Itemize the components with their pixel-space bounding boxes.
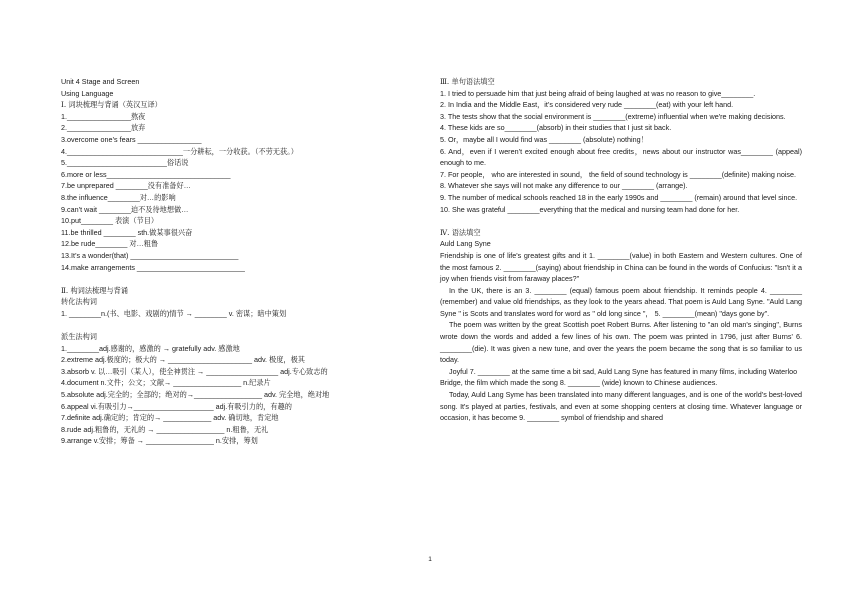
lesson-title: Using Language <box>61 88 114 98</box>
section-3-title: Ⅲ. 单句语法填空 <box>440 77 495 86</box>
grammar-item: 4. These kids are so________(absorb) in their studies that I just sit back. <box>440 123 672 133</box>
passage-paragraph: Today, Auld Lang Syme has been translated into many different languages, and is one of the world’s best-loved song. It's played at parties, festivals, and even at some shopping centers at closing time. Whatever language or occasion, it has become 9. ________ symbol of friendship and shared <box>440 390 802 423</box>
passage-paragraph: Friendship is one of life's greatest gifts and it 1. ________(value) in both Eastern and Western cultures. One of the most famous 2. ________(saying) about friendship in China can be found in the words of Confucius: "Isn't it a joy when friends visit from faraway places?" <box>440 250 802 284</box>
section-1-title: Ⅰ. 词块梳理与背诵（英汉互译） <box>61 100 162 110</box>
derivation-item: 3.absorb v. 以…吸引（某人），使全神贯注 → __________________ adj.专心致志的 <box>61 366 328 376</box>
conversion-title: 转化法构词 <box>61 297 97 307</box>
vocab-item: 2.________________放弃 <box>61 123 146 133</box>
right-column <box>440 76 802 424</box>
vocab-item: 14.make arrangements ___________________________ <box>61 262 245 272</box>
derivation-item: 2.extreme adj.极度的；极大的 → _____________________ adv. 极度，极其 <box>61 355 305 365</box>
grammar-item: 9. The number of medical schools reached 18 in the early 1990s and ________ (remain) around that level since. <box>440 192 798 202</box>
derivation-item: 7.definite adj.确定的；肯定的→ ____________ adv. 确切地，肯定地 <box>61 413 279 423</box>
section-1-items <box>61 111 391 273</box>
grammar-item: 7. For people， who are interested in sound， the field of sound technology is ________(definite) making noise. <box>440 169 797 179</box>
conversion-items <box>61 308 391 320</box>
grammar-item: 6. And，even if I weren’t excited enough about free credits，news about our instructor was________ (appeal) enough to me. <box>440 146 802 168</box>
derivation-title: 派生法构词 <box>61 332 97 342</box>
section-4-title: Ⅳ. 语法填空 <box>440 227 481 237</box>
passage-paragraph: The poem was written by the great Scottish poet Robert Burns. After listening to "an old man's singing", Burns wrote down the words and added a few lines of his own. The poem was printed in 1796, just after Burns' 6. ________(die). It was given a new tune, and over the years the poem became the song that is so familiar to us today. <box>440 320 802 365</box>
passage-paragraph: Joyful 7. ________ at the same time a bit sad, Auld Lang Syne has featured in many films, including Waterloo <box>449 366 798 376</box>
grammar-item: 1. I tried to persuade him that just being afraid of being laughed at was no reason to give________. <box>440 88 756 98</box>
vocab-item: 11.be thrilled ________ sth.做某事很兴奋 <box>61 227 193 237</box>
vocab-item: 3.overcome one’s fears ________________ <box>61 134 202 144</box>
derivation-item: 8.rude adj.粗鲁的，无礼的 → _________________ n.粗鲁，无礼 <box>61 424 269 434</box>
conversion-item: 1. ________n.(书、电影、戏剧的)情节 → ________ v. 密谋；暗中策划 <box>61 308 287 318</box>
passage <box>440 250 802 424</box>
derivation-item: 5.absolute adj.完全的；全部的；绝对的→_________________ adv. 完全地，绝对地 <box>61 390 330 400</box>
grammar-item: 3. The tests show that the social environment is ________(extreme) influential when we're making decisions. <box>440 111 786 121</box>
grammar-item: 8. Whatever she says will not make any difference to our ________ (arrange). <box>440 181 688 191</box>
left-column <box>61 76 391 447</box>
derivation-item: 9.arrange v.安排；筹备 → _________________ n.安排，筹划 <box>61 436 258 446</box>
vocab-item: 7.be unprepared ________没有准备好… <box>61 181 191 191</box>
section-3-items <box>440 88 802 216</box>
vocab-item: 4._____________________________一分耕耘，一分收获。（不劳无获。） <box>61 146 298 156</box>
grammar-item: 2. In India and the Middle East，it’s considered very rude ________(eat) with your left hand. <box>440 100 734 110</box>
grammar-item: 10. She was grateful ________everything that the medical and nursing team had done for her. <box>440 204 740 214</box>
vocab-item: 8.the influence________对…的影响 <box>61 192 176 202</box>
derivation-item: 1.________adj.感谢的，感激的 → gratefully adv. 感激地 <box>61 343 240 353</box>
section-2-title: Ⅱ. 构词法梳理与背诵 <box>61 285 128 295</box>
vocab-item: 6.more or less_______________________________ <box>61 169 231 179</box>
vocab-item: 12.be rude________ 对…粗鲁 <box>61 239 159 249</box>
passage-title: Auld Lang Syne <box>440 239 491 249</box>
vocab-item: 1.________________熬夜 <box>61 111 146 121</box>
derivation-items <box>61 343 391 447</box>
vocab-item: 10.put________ 表演（节目） <box>61 216 159 226</box>
vocab-item: 13.It’s a wonder(that) ___________________________ <box>61 250 239 260</box>
derivation-item: 6.appeal vi.有吸引力→____________________ adj.有吸引力的，有趣的 <box>61 401 292 411</box>
passage-paragraph: Bridge, the film which made the song 8. ________ (wide) known to Chinese audiences. <box>440 378 718 388</box>
unit-title: Unit 4 Stage and Screen <box>61 77 140 86</box>
vocab-item: 9.can’t wait ________迫不及待地想做… <box>61 204 189 214</box>
vocab-item: 5._________________________俗话说 <box>61 158 189 168</box>
derivation-item: 4.document n.文件；公文；文献→ _________________ n.纪录片 <box>61 378 271 388</box>
passage-paragraph: In the UK, there is an 3. ________ (equal) famous poem about friendship. It reminds people 4. ________ (remember) and value old friendships, as they look to the years ahead. That poem is Auld Lang Syne. "Auld Lang Syne " is Scots and translates word for word as " old long since "， 5. ________(mean) "days gone by". <box>440 285 802 318</box>
page-number: 1 <box>428 556 432 563</box>
grammar-item: 5. Or，maybe all I would find was ________ (absolute) nothing！ <box>440 134 648 144</box>
